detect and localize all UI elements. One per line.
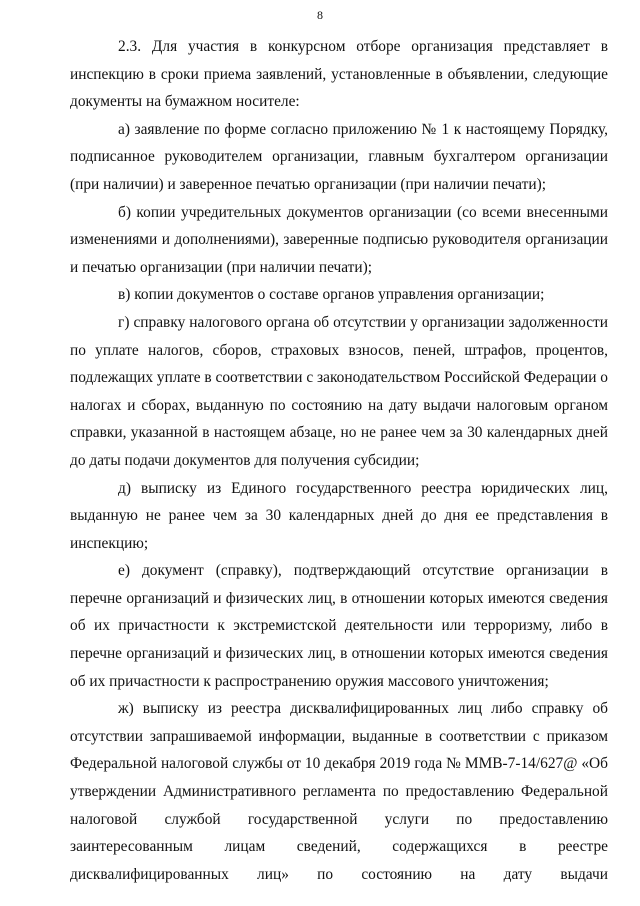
list-item-d: д) выписку из Единого государственного реестра юридических лиц, выданную не ранее чем за 30 календарных дней до дня ее представления в инспекцию; [70, 479, 608, 552]
list-item-b: б) копии учредительных документов организации (со всеми внесенными изменениями и дополнениями), заверенные подписью руководителя организации и печатью организации (при наличии печати); [70, 203, 608, 276]
list-item-a: а) заявление по форме согласно приложению № 1 к настоящему Порядку, подписанное руководителем организации, главным бухгалтером организации (при наличии) и заверенное печатью организации (при наличии печати); [70, 120, 608, 193]
document-body [70, 33, 608, 888]
paragraph-2-3-intro: 2.3. Для участия в конкурсном отборе организация представляет в инспекцию в сроки приема заявлений, установленные в объявлении, следующие документы на бумажном носителе: [70, 38, 608, 111]
list-item-g: г) справку налогового органа об отсутствии у организации задолженности по уплате налогов, сборов, страховых взносов, пеней, штрафов, процентов, подлежащих уплате в соответствии с законодательством Российской Федерации о налогах и сборах, выданную по состоянию на дату выдачи налоговым органом справки, указанной в настоящем абзаце, но не ранее чем за 30 календарных дней до даты подачи документов для получения субсидии; [70, 313, 608, 469]
list-item-zh: ж) выписку из реестра дисквалифицированных лиц либо справку об отсутствии запрашиваемой информации, выданные в соответствии с приказом Федеральной налоговой службы от 10 декабря 2019 года № ММВ-7-14/627@ «Об утверждении Административного регламента по предоставлению Федеральной налоговой службой государственной услуги по предоставлению заинтересованным лицам сведений, содержащихся в реестре дисквалифицированных лиц» по состоянию на дату выдачи [70, 700, 608, 883]
page-number: 8 [317, 8, 323, 22]
list-item-e: е) документ (справку), подтверждающий отсутствие организации в перечне организаций и физических лиц, в отношении которых имеются сведения об их причастности к экстремистской деятельности или терроризму, либо в перечне организаций и физических лиц, в отношении которых имеются сведения об их причастности к распространению оружия массового уничтожения; [70, 562, 608, 690]
list-item-v: в) копии документов о составе органов управления организации; [118, 286, 545, 304]
